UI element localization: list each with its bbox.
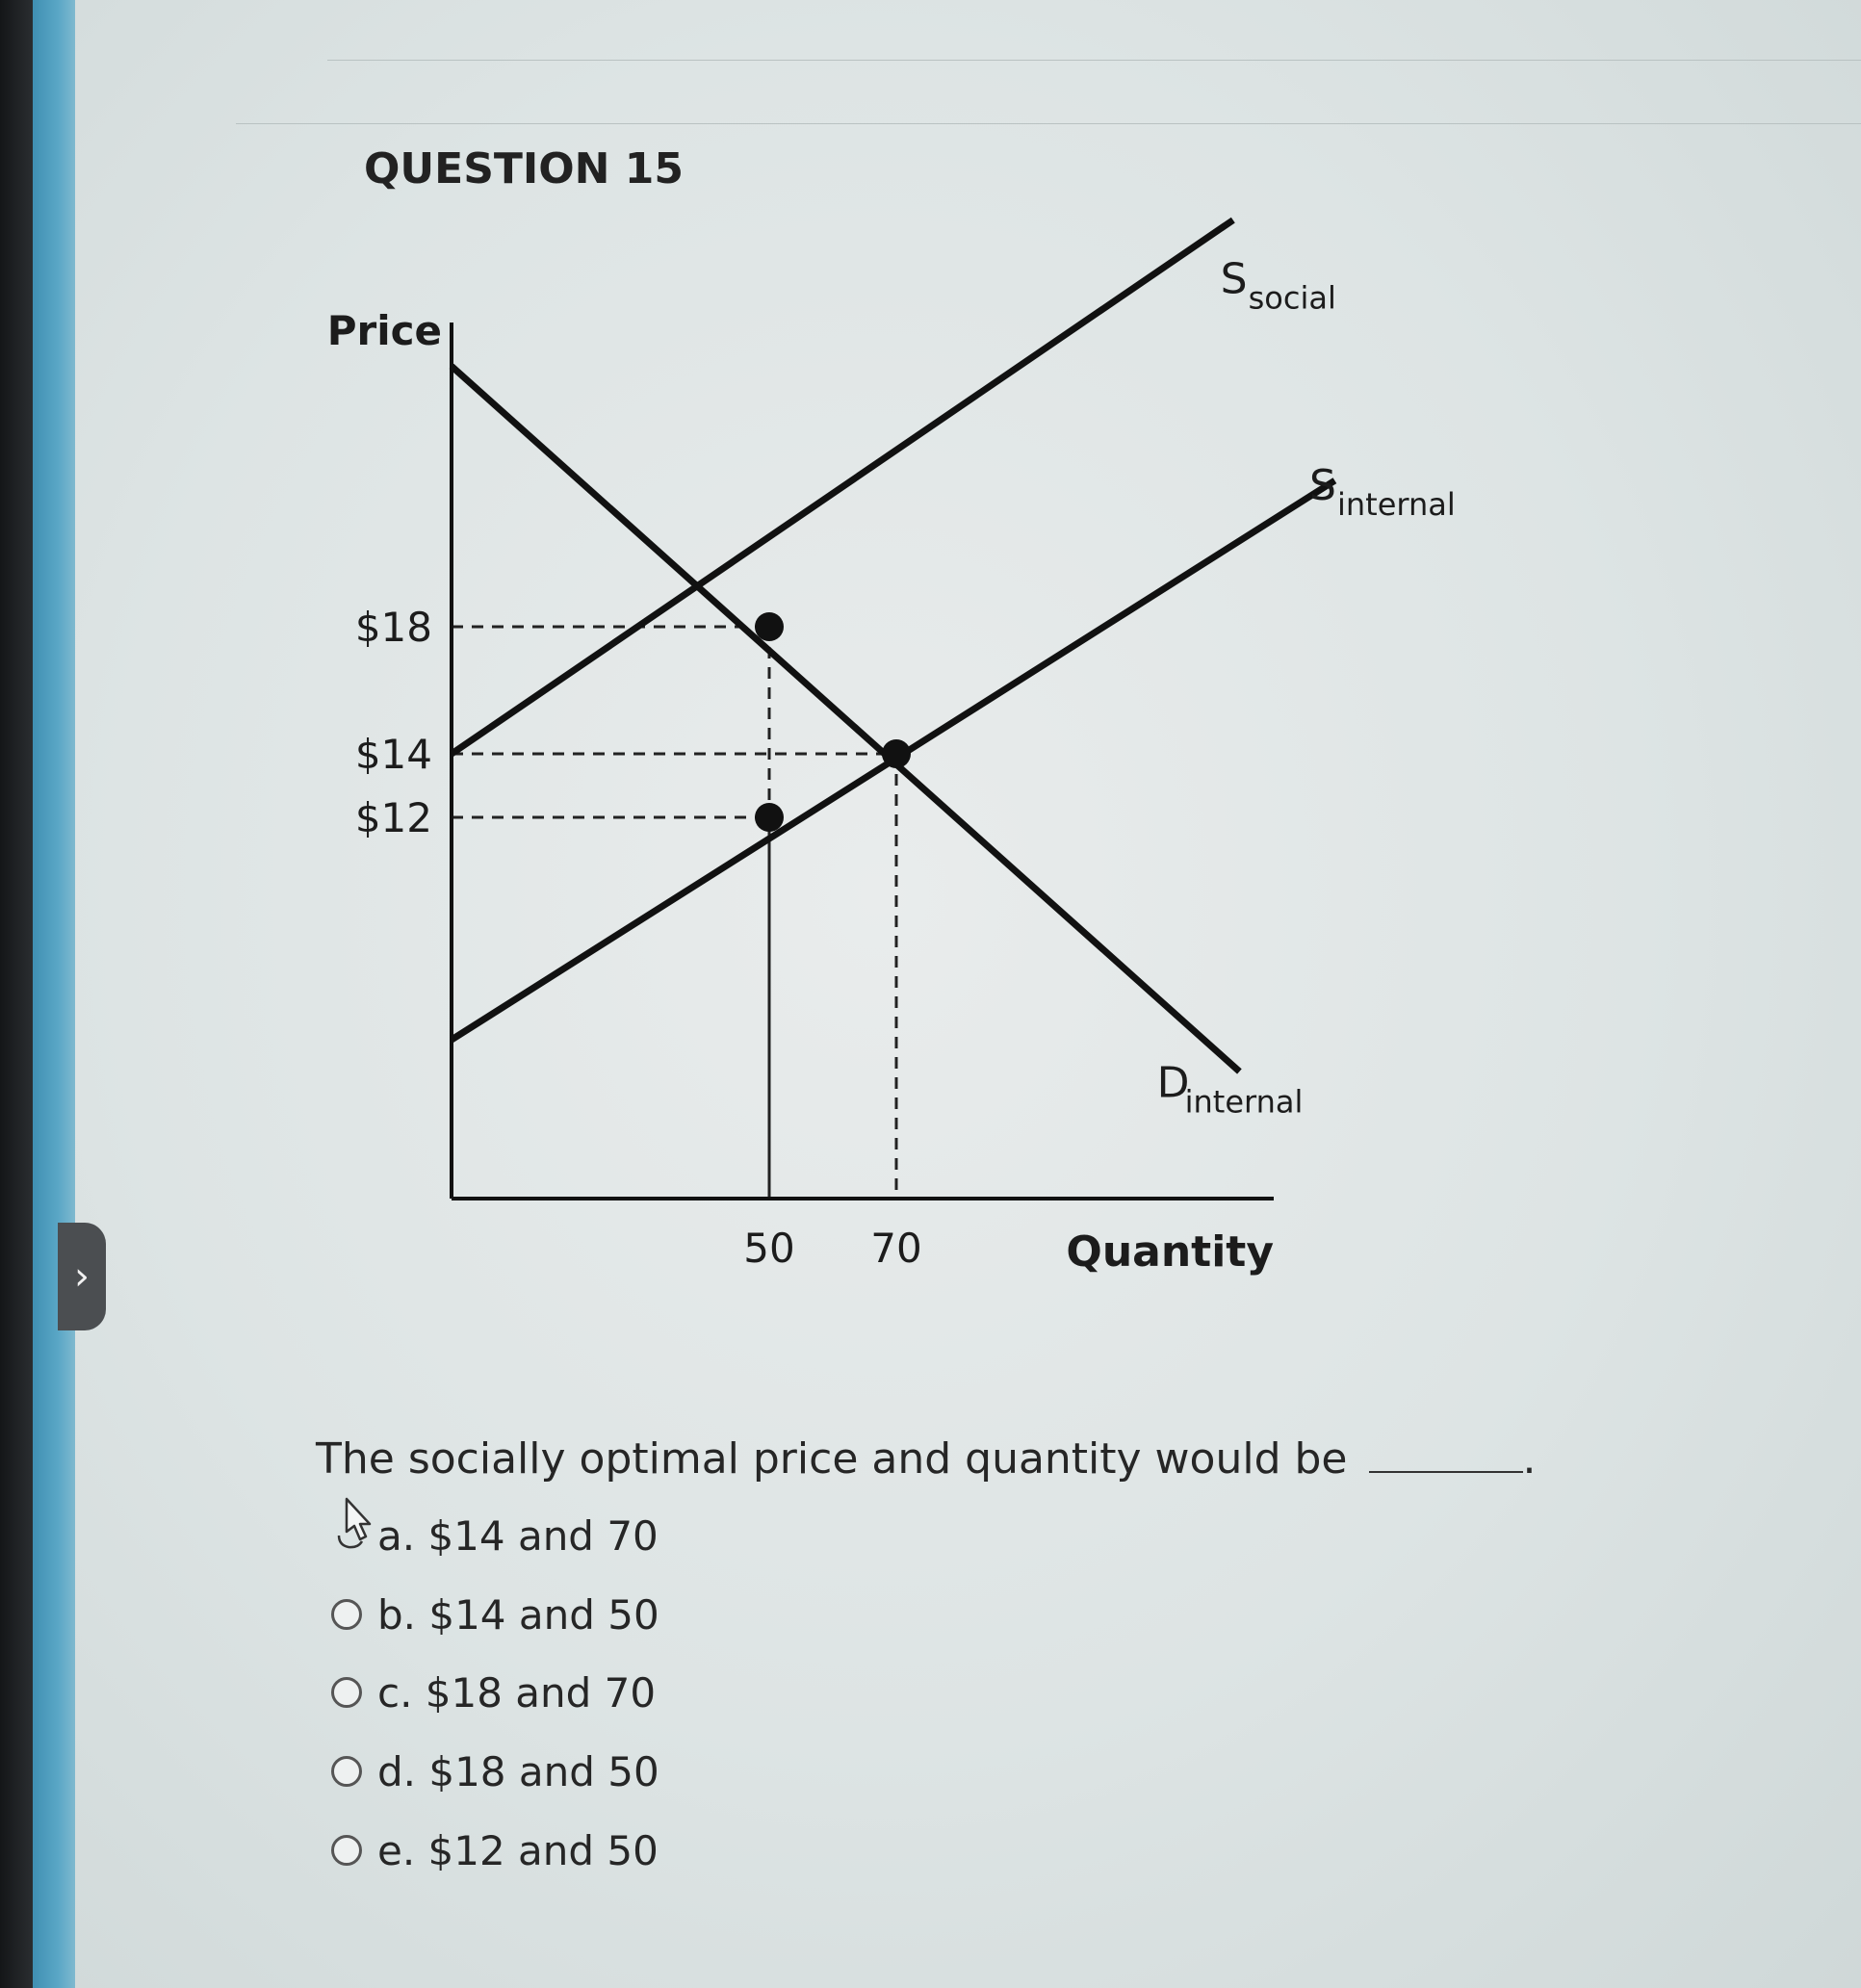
y-tick-label-0: $18 (354, 604, 432, 651)
y-tick-label-1: $14 (354, 731, 432, 778)
series-line-s-social (452, 220, 1233, 754)
option-a-label: a. $14 and 70 (377, 1511, 659, 1560)
option-b-label: b. $14 and 50 (377, 1590, 659, 1639)
series-subscript-s-internal: internal (1337, 486, 1456, 523)
cursor-hand-icon (333, 1495, 383, 1553)
x-tick-label-1: 70 (870, 1225, 922, 1272)
option-c[interactable] (331, 1659, 656, 1726)
question-prompt (316, 1434, 1537, 1484)
equilibrium-point-0 (755, 612, 784, 641)
series-subscript-d-internal: internal (1184, 1083, 1304, 1121)
option-c-label: c. $18 and 70 (377, 1668, 657, 1717)
series-subscript-s-social: social (1248, 279, 1336, 317)
option-b-radio[interactable] (331, 1599, 362, 1630)
equilibrium-point-1 (882, 739, 911, 768)
option-e-label: e. $12 and 50 (377, 1826, 659, 1874)
x-tick-label-0: 50 (743, 1225, 795, 1272)
option-e[interactable] (331, 1817, 659, 1884)
x-axis-title: Quantity (1066, 1227, 1274, 1277)
prompt-text: The socially optimal price and quantity would be (316, 1434, 1348, 1484)
chevron-right-icon: › (74, 1254, 90, 1299)
series-label-s-internal: S (1309, 461, 1336, 510)
y-tick-label-2: $12 (354, 794, 432, 841)
option-c-radio[interactable] (331, 1677, 362, 1708)
question-title: QUESTION 15 (364, 144, 685, 194)
equilibrium-point-2 (755, 803, 784, 832)
option-b[interactable] (331, 1581, 659, 1648)
series-label-s-social: S (1220, 254, 1248, 304)
y-axis-title: Price (326, 307, 442, 354)
series-label-d-internal: D (1156, 1058, 1190, 1108)
option-e-radio[interactable] (331, 1835, 362, 1866)
option-d-radio[interactable] (331, 1756, 362, 1787)
answer-blank (1369, 1438, 1523, 1473)
prompt-period: . (1522, 1434, 1537, 1484)
option-d-label: d. $18 and 50 (377, 1747, 659, 1795)
option-d[interactable] (331, 1738, 659, 1805)
